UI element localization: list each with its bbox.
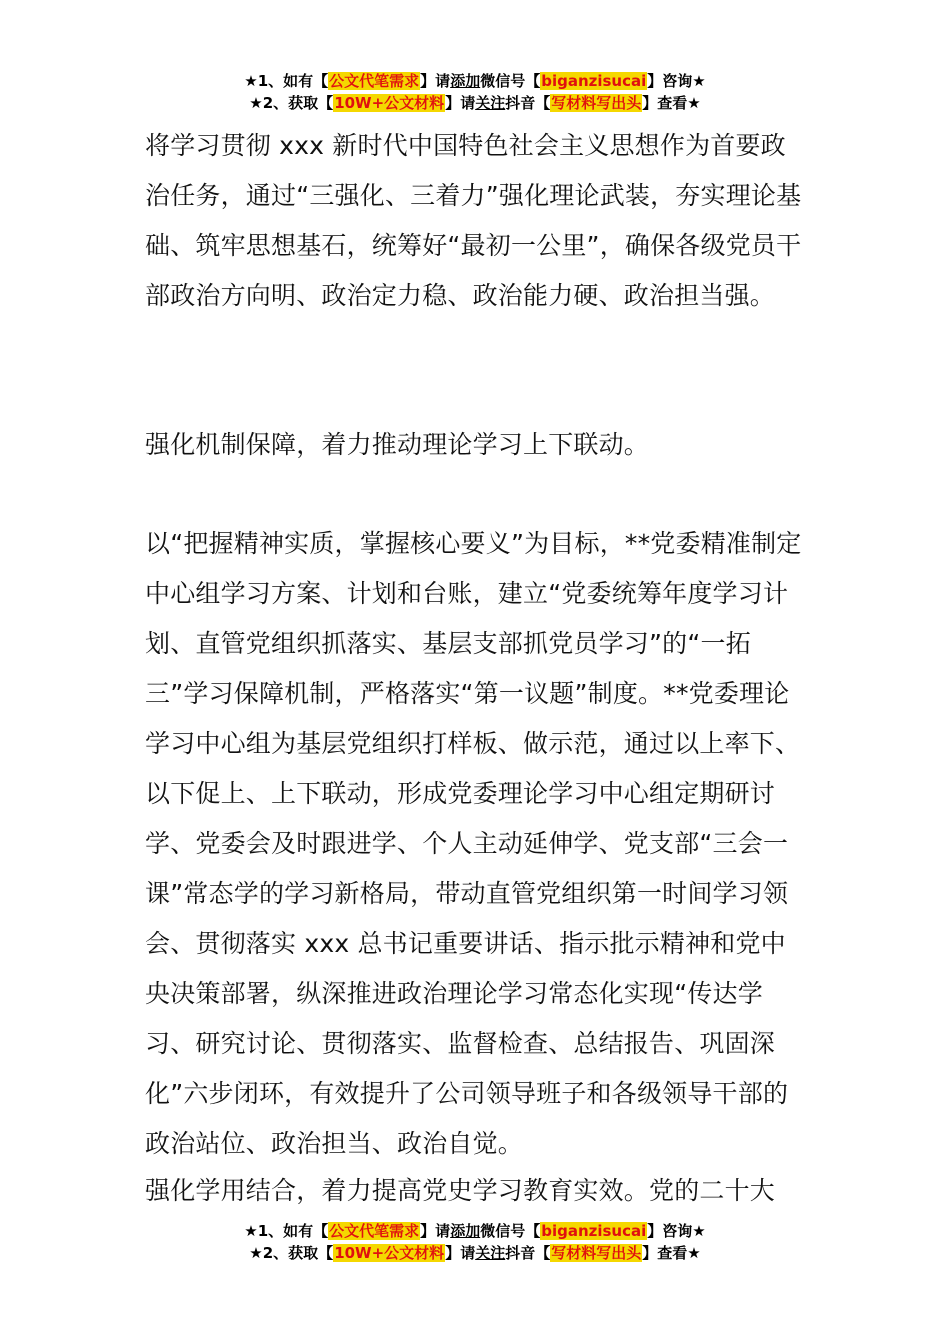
footer-line-1 <box>0 1220 950 1242</box>
header-line-1-suffix: 】咨询★ <box>647 72 706 90</box>
section-heading-practice: 强化学用结合，着力提高党史学习教育实效。党的二十大 <box>145 1176 776 1205</box>
header-line-2-text-2: 抖音【 <box>505 94 551 112</box>
header-banner <box>0 70 950 114</box>
header-line-1-text-2: 微信号【 <box>480 72 541 90</box>
footer-line-2 <box>0 1242 950 1264</box>
footer-service-highlight: 公文代笔需求 <box>329 1222 420 1240</box>
footer-line-1-suffix: 】咨询★ <box>647 1222 706 1240</box>
header-line-2-text: 】请 <box>445 94 476 112</box>
header-line-1-prefix: ★1、如有【 <box>244 72 329 90</box>
footer-follow-text: 关注 <box>475 1244 506 1262</box>
footer-line-1-text: 】请 <box>420 1222 451 1240</box>
header-line-2 <box>0 92 950 114</box>
footer-add-text: 添加 <box>450 1222 481 1240</box>
header-add-text: 添加 <box>450 72 481 90</box>
section-heading-mechanism: 强化机制保障，着力推动理论学习上下联动。 <box>145 430 650 459</box>
footer-line-1-text-2: 微信号【 <box>480 1222 541 1240</box>
body-paragraph-1: 将学习贯彻 xxx 新时代中国特色社会主义思想作为首要政治任务，通过“三强化、三着力”强化理论武装，夯实理论基础、筑牢思想基石，统筹好“最初一公里”，确保各级党员干部政治方向明、政治定力稳、政治能力硬、政治担当强。 <box>145 131 802 310</box>
body-paragraph-2: 以“把握精神实质，掌握核心要义”为目标，**党委精准制定中心组学习方案、计划和台账，建立“党委统筹年度学习计划、直管党组织抓落实、基层支部抓党员学习”的“一拓三”学习保障机制，严格落实“第一议题”制度。**党委理论学习中心组为基层党组织打样板、做示范，通过以上率下、以下促上、上下联动，形成党委理论学习中心组定期研讨学、党委会及时跟进学、个人主动延伸学、党支部“三会一课”常态学的学习新格局，带动直管党组织第一时间学习领会、贯彻落实 xxx 总书记重要讲话、指示批示精神和党中央决策部署，纵深推进政治理论学习常态化实现“传达学习、研究讨论、贯彻落实、监督检查、总结报告、巩固深化”六步闭环，有效提升了公司领导班子和各级领导干部的政治站位、政治担当、政治自觉。 <box>145 529 802 1158</box>
header-line-1 <box>0 70 950 92</box>
footer-line-1-prefix: ★1、如有【 <box>244 1222 329 1240</box>
header-materials-highlight: 10W+公文材料 <box>334 94 445 112</box>
footer-wechat-id: biganzisucai <box>541 1222 647 1240</box>
header-line-2-suffix: 】查看★ <box>642 94 701 112</box>
footer-line-2-text-2: 抖音【 <box>505 1244 551 1262</box>
header-line-1-text: 】请 <box>420 72 451 90</box>
header-service-highlight: 公文代笔需求 <box>329 72 420 90</box>
footer-line-2-prefix: ★2、获取【 <box>249 1244 334 1262</box>
header-wechat-id: biganzisucai <box>541 72 647 90</box>
header-douyin-account: 写材料写出头 <box>551 94 642 112</box>
footer-line-2-suffix: 】查看★ <box>642 1244 701 1262</box>
header-follow-text: 关注 <box>475 94 506 112</box>
footer-materials-highlight: 10W+公文材料 <box>334 1244 445 1262</box>
footer-douyin-account: 写材料写出头 <box>551 1244 642 1262</box>
footer-line-2-text: 】请 <box>445 1244 476 1262</box>
header-line-2-prefix: ★2、获取【 <box>249 94 334 112</box>
footer-banner <box>0 1220 950 1264</box>
